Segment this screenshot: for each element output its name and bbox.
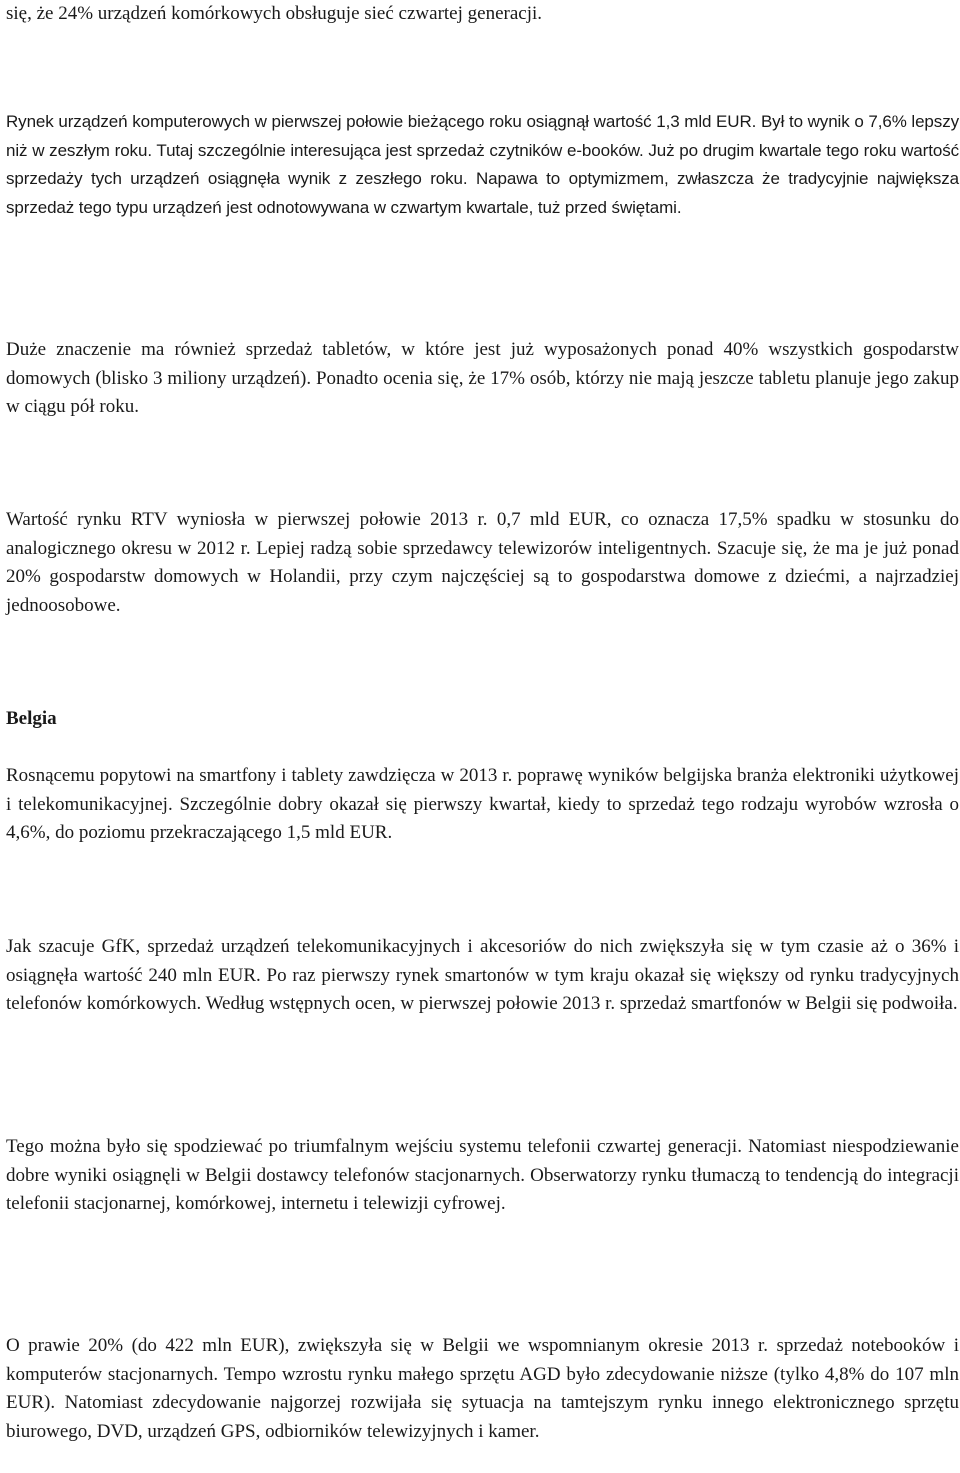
paragraph-belgium-electronics: Rosnącemu popytowi na smartfony i tablety zawdzięcza w 2013 r. poprawę wyników belgijska branża elektroniki użytkowej i telekomunikacyjnej. Szczególnie dobry okazał się pierwszy kwartał, kiedy to sprzedaż tego rodzaju wyrobów wzrosła o 4,6%, do poziomu przekraczającego 1,5 mld EUR. [6, 765, 959, 843]
paragraph-intro-fragment: się, że 24% urządzeń komórkowych obsługuje sieć czwartej generacji. [6, 3, 542, 24]
paragraph-rtv-market: Wartość rynku RTV wyniosła w pierwszej połowie 2013 r. 0,7 mld EUR, co oznacza 17,5% spadku w stosunku do analogicznego okresu w 2012 r. Lepiej radzą sobie sprzedawcy telewizorów inteligentnych. Szacuje się, że ma je już ponad 20% gospodarstw domowych w Holandii, przy czym najczęściej są to gospodarstwa domowe z dziećmi, a najrzadziej jednoosobowe. [6, 509, 959, 616]
paragraph-notebooks: O prawie 20% (do 422 mln EUR), zwiększyła się w Belgii we wspomnianym okresie 2013 r. sprzedaż notebooków i komputerów stacjonarnych. Tempo wzrostu rynku małego sprzętu AGD było zdecydowanie niższe (tylko 4,8% do 107 mln EUR). Natomiast zdecydowanie najgorzej rozwijała się sytuacja na tamtejszym rynku innego elektronicznego sprzętu biurowego, DVD, urządzeń GPS, odbiorników telewizyjnych i kamer. [6, 1335, 959, 1442]
paragraph-telecom-sales: Jak szacuje GfK, sprzedaż urządzeń telekomunikacyjnych i akcesoriów do nich zwiększyła się w tym czasie aż o 36% i osiągnęła wartość 240 mln EUR. Po raz pierwszy rynek smartonów w tym kraju okazał się większy od rynku tradycyjnych telefonów komórkowych. Według wstępnych ocen, w pierwszej połowie 2013 r. sprzedaż smartfonów w Belgii się podwoiła. [6, 936, 959, 1014]
paragraph-tablets: Duże znaczenie ma również sprzedaż tabletów, w które jest już wyposażonych ponad 40% wszystkich gospodarstw domowych (blisko 3 miliony urządzeń). Ponadto ocenia się, że 17% osób, którzy nie mają jeszcze tabletu planuje jego zakup w ciągu pół roku. [6, 339, 959, 417]
paragraph-computer-market: Rynek urządzeń komputerowych w pierwszej połowie bieżącego roku osiągnął wartość 1,3 mld EUR. Był to wynik o 7,6% lepszy niż w zeszłym roku. Tutaj szczególnie interesująca jest sprzedaż czytników e-booków. Już po drugim kwartale tego roku wartość sprzedaży tych urządzeń osiągnęła wynik z zeszłego roku. Napawa to optymizmem, zwłaszcza że tradycyjnie największa sprzedaż tego typu urządzeń jest odnotowywana w czwartym kwartale, tuż przed świętami. [6, 112, 959, 217]
section-heading-belgia: Belgia [6, 708, 57, 729]
paragraph-fixed-line: Tego można było się spodziewać po triumfalnym wejściu systemu telefonii czwartej generacji. Natomiast niespodziewanie dobre wyniki osiągnęli w Belgii dostawcy telefonów stacjonarnych. Obserwatorzy rynku tłumaczą to tendencją do integracji telefonii stacjonarnej, komórkowej, internetu i telewizji cyfrowej. [6, 1136, 959, 1214]
